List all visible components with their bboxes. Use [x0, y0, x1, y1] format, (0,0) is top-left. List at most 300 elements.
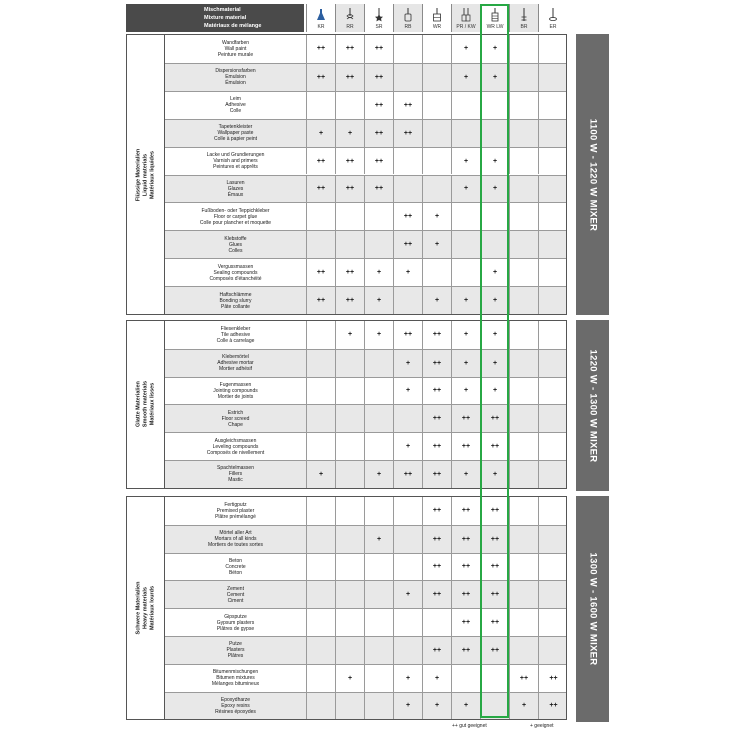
- rating-cell: [336, 526, 365, 553]
- material-label: [165, 148, 307, 175]
- rating-cell: ++: [394, 203, 423, 230]
- material-label: [165, 581, 307, 608]
- rating-cell: ++: [452, 433, 481, 460]
- rating-cell: [307, 637, 336, 664]
- rating-cell: [539, 433, 568, 460]
- rating-cell: ++: [481, 637, 510, 664]
- rating-cell: +: [394, 378, 423, 405]
- rating-cell: +: [307, 120, 336, 147]
- material-label-line: Composés de nivellement: [206, 449, 265, 456]
- column-code: WR LW: [486, 24, 504, 30]
- material-label-line: Colles: [228, 247, 243, 254]
- material-label-line: Glazes: [227, 185, 244, 192]
- rating-cell: [539, 609, 568, 636]
- rating-cell: [539, 259, 568, 286]
- material-label: [165, 497, 307, 525]
- material-label-line: Mortars of all kinds: [214, 536, 257, 543]
- material-label-line: Sealing compounds: [213, 269, 258, 276]
- table-row: [165, 230, 566, 258]
- material-label: [165, 350, 307, 377]
- rating-cell: [510, 92, 539, 119]
- power-band-label: 1100 W - 1220 W MIXER: [587, 118, 598, 231]
- material-label-line: Fußboden- oder Teppichkleber: [201, 207, 270, 214]
- material-label-line: Émulsion: [225, 80, 246, 87]
- rating-cell: [307, 378, 336, 405]
- rating-cell: [336, 497, 365, 525]
- material-label: [165, 231, 307, 258]
- material-label: [165, 609, 307, 636]
- material-label-line: Zement: [227, 585, 244, 592]
- rating-cell: [365, 581, 394, 608]
- rating-cell: [307, 609, 336, 636]
- rating-cell: [539, 231, 568, 258]
- rating-cell: [481, 231, 510, 258]
- long-paddle-icon: [490, 8, 500, 22]
- material-label-line: Epoxy resins: [221, 702, 250, 709]
- rating-cell: [307, 350, 336, 377]
- rating-cell: ++: [452, 609, 481, 636]
- material-label-line: Concrete: [225, 563, 246, 570]
- rating-cell: +: [481, 321, 510, 349]
- table-row: [165, 497, 566, 525]
- section-title-line: Glatte Materialien: [135, 381, 141, 428]
- rating-cell: [336, 693, 365, 720]
- column-code: RR: [346, 24, 354, 30]
- material-label-line: Estrich: [227, 409, 244, 416]
- material-label-line: Cement: [226, 591, 245, 598]
- material-label-line: Adhesive: [225, 102, 246, 109]
- material-label-line: Peinture murale: [217, 51, 254, 58]
- rating-cell: +: [394, 433, 423, 460]
- material-label: [165, 378, 307, 405]
- rating-cell: ++: [510, 665, 539, 692]
- column-code: KR: [317, 24, 325, 30]
- rating-cell: +: [423, 693, 452, 720]
- rating-cell: [452, 259, 481, 286]
- material-label-line: Fugenmassen: [219, 381, 252, 388]
- flask-icon: [316, 8, 326, 22]
- rating-cell: [394, 176, 423, 203]
- material-label-line: Résines époxydes: [215, 708, 256, 715]
- column-code: SR: [375, 24, 383, 30]
- material-label-line: Premixed plaster: [216, 507, 255, 514]
- rating-cell: [539, 35, 568, 63]
- rating-cell: [510, 497, 539, 525]
- rating-cell: [336, 378, 365, 405]
- square-paddle-icon: [432, 8, 442, 22]
- material-label-line: Gypsum plasters: [216, 619, 255, 626]
- rating-cell: [336, 461, 365, 488]
- rating-cell: [307, 433, 336, 460]
- rating-cell: +: [423, 665, 452, 692]
- rating-cell: [481, 203, 510, 230]
- rating-cell: +: [452, 287, 481, 314]
- material-label-line: Mörtel aller Art: [219, 530, 252, 537]
- rating-cell: [539, 120, 568, 147]
- material-label-line: Peintures et apprêts: [213, 164, 258, 171]
- rating-cell: +: [365, 461, 394, 488]
- rating-cell: ++: [423, 526, 452, 553]
- bar-paddle-icon: [519, 8, 529, 22]
- material-label: [165, 321, 307, 349]
- column-header-2: [364, 4, 393, 32]
- rating-cell: [539, 321, 568, 349]
- rating-cell: [539, 203, 568, 230]
- rating-cell: +: [394, 665, 423, 692]
- disc-paddle-icon: [548, 8, 558, 22]
- rating-cell: [307, 665, 336, 692]
- rating-cell: [452, 92, 481, 119]
- rating-cell: +: [452, 350, 481, 377]
- section-title-line: Matériaux lourds: [149, 586, 155, 631]
- rating-cell: ++: [394, 92, 423, 119]
- material-label-line: Ausgleichsmassen: [214, 437, 257, 444]
- rating-cell: [394, 526, 423, 553]
- rating-cell: [394, 554, 423, 581]
- rating-cell: [481, 120, 510, 147]
- rating-cell: ++: [307, 148, 336, 175]
- material-label-line: Wallpaper paste: [217, 130, 254, 137]
- rating-cell: ++: [423, 637, 452, 664]
- material-label: [165, 35, 307, 63]
- rating-cell: ++: [481, 609, 510, 636]
- column-code: WR: [432, 24, 442, 30]
- rating-cell: +: [394, 693, 423, 720]
- rating-cell: [307, 92, 336, 119]
- rating-cell: [510, 554, 539, 581]
- rating-cell: +: [481, 350, 510, 377]
- rating-cell: ++: [481, 554, 510, 581]
- material-label-line: Émaux: [227, 191, 244, 198]
- material-label: [165, 637, 307, 664]
- rating-cell: ++: [307, 64, 336, 91]
- material-label-line: Colle: [229, 108, 242, 115]
- rating-cell: ++: [307, 287, 336, 314]
- column-header-0: [306, 4, 335, 32]
- rating-cell: [307, 231, 336, 258]
- material-label-line: Fliesenkleber: [220, 325, 251, 332]
- rating-cell: ++: [452, 405, 481, 432]
- rating-cell: [481, 693, 510, 720]
- table-row: [165, 91, 566, 119]
- column-code: BR: [520, 24, 528, 30]
- rating-cell: [539, 461, 568, 488]
- table-row: [165, 175, 566, 203]
- material-label-line: Wandfarben: [221, 39, 250, 46]
- star-paddle-icon: [374, 8, 384, 22]
- material-label-line: Mastic: [228, 477, 243, 484]
- material-label-line: Béton: [228, 569, 243, 576]
- material-label-line: Floor or carpet glue: [213, 213, 258, 220]
- material-label: [165, 461, 307, 488]
- material-label-line: Plasters: [226, 647, 245, 654]
- table-row: [165, 377, 566, 405]
- rating-cell: +: [365, 259, 394, 286]
- column-header-8: [538, 4, 567, 32]
- rating-cell: ++: [549, 702, 558, 710]
- rating-cell: ++: [365, 35, 394, 63]
- section-1: [126, 320, 567, 489]
- column-header-6: [480, 4, 509, 32]
- rating-cell: ++: [481, 497, 510, 525]
- rating-cell: [539, 176, 568, 203]
- rating-cell: [510, 378, 539, 405]
- table-row: [165, 63, 566, 91]
- column-header-4: [422, 4, 451, 32]
- rating-cell: +: [365, 526, 394, 553]
- rating-cell: [539, 92, 568, 119]
- column-header-7: [509, 4, 538, 32]
- rating-cell: ++: [365, 176, 394, 203]
- rating-cell: [423, 148, 452, 175]
- rating-cell: [336, 350, 365, 377]
- column-code: RB: [404, 24, 412, 30]
- rating-cell: [539, 378, 568, 405]
- rating-cell: +: [481, 35, 510, 63]
- rating-cell: +: [452, 378, 481, 405]
- material-label-line: Colle pour plancher et moquette: [199, 219, 272, 226]
- rating-cell: ++: [423, 433, 452, 460]
- rating-cell: ++: [394, 120, 423, 147]
- table-row: [165, 525, 566, 553]
- header-label-fr: Matériaux de mélange: [204, 23, 262, 29]
- table-row: [165, 321, 566, 349]
- material-label-line: Mortier de joints: [217, 393, 254, 400]
- rating-cell: [365, 405, 394, 432]
- rating-cell: [423, 176, 452, 203]
- material-label-line: Tile adhesive: [220, 331, 251, 338]
- rating-cell: ++: [336, 259, 365, 286]
- rating-cell: [394, 287, 423, 314]
- rating-cell: [307, 526, 336, 553]
- rating-cell: ++: [394, 321, 423, 349]
- material-label-line: Lacke und Grundierungen: [206, 152, 265, 159]
- rating-cell: [510, 581, 539, 608]
- rating-cell: [510, 405, 539, 432]
- rating-cell: ++: [452, 554, 481, 581]
- section-title-line: Heavy materials: [142, 587, 148, 630]
- material-label-line: Mortiers de toutes sortes: [207, 542, 264, 549]
- rating-cell: +: [481, 378, 510, 405]
- material-label-line: Adhesive mortar: [217, 360, 254, 367]
- material-label-line: Emulsion: [225, 74, 246, 81]
- rating-cell: ++: [452, 526, 481, 553]
- section-title-line: Matériaux lisses: [149, 383, 155, 426]
- rating-cell: +: [452, 176, 481, 203]
- rating-cell: ++: [365, 64, 394, 91]
- rating-cell: ++: [307, 259, 336, 286]
- power-band-0: [576, 34, 609, 315]
- rating-cell: ++: [481, 526, 510, 553]
- rating-cell: [307, 693, 336, 720]
- rating-cell: [510, 231, 539, 258]
- rating-cell: ++: [481, 581, 510, 608]
- rating-cell: [510, 120, 539, 147]
- material-label-line: Colle à papier peint: [213, 136, 258, 143]
- table-row: [165, 692, 566, 720]
- rating-cell: +: [452, 693, 481, 720]
- material-label: [165, 693, 307, 720]
- power-band-label: 1220 W - 1300 W MIXER: [587, 349, 598, 462]
- rating-cell: [423, 609, 452, 636]
- table-row: [165, 664, 566, 692]
- material-label-line: Fertigputz: [224, 501, 247, 508]
- material-label-line: Plâtres de gypse: [216, 625, 255, 632]
- material-label-line: Lasuren: [226, 179, 245, 186]
- rating-cell: ++: [549, 674, 558, 682]
- table-row: [165, 119, 566, 147]
- basket-paddle-icon: [403, 8, 413, 22]
- material-label-line: Glues: [228, 241, 243, 248]
- rating-cell: [510, 176, 539, 203]
- rating-cell: +: [307, 461, 336, 488]
- power-band-2: [576, 496, 609, 722]
- material-label-line: Leveling compounds: [212, 443, 259, 450]
- material-label-line: Spachtelmassen: [217, 465, 254, 472]
- section-title: [127, 35, 165, 314]
- material-label: [165, 176, 307, 203]
- rating-cell: [510, 35, 539, 63]
- material-label-line: Ciment: [227, 597, 244, 604]
- column-code: ER: [549, 24, 557, 30]
- table-row: [165, 258, 566, 286]
- section-0: [126, 34, 567, 315]
- rating-cell: ++: [394, 231, 423, 258]
- spiral-paddle-icon: [345, 8, 355, 22]
- rating-cell: ++: [423, 321, 452, 349]
- rating-cell: ++: [336, 35, 365, 63]
- rating-cell: +: [394, 350, 423, 377]
- rating-cell: [336, 433, 365, 460]
- rating-cell: [510, 64, 539, 91]
- section-title-line: Liquid materials: [142, 153, 148, 196]
- rating-cell: ++: [423, 461, 452, 488]
- rating-cell: ++: [423, 378, 452, 405]
- rating-cell: [336, 637, 365, 664]
- rating-cell: [539, 526, 568, 553]
- double-paddle-icon: [461, 8, 471, 22]
- material-label-line: Gipsputze: [224, 613, 247, 620]
- header-label: [126, 4, 304, 32]
- legend-single: + geeignet: [530, 723, 554, 729]
- rating-cell: [336, 203, 365, 230]
- rating-cell: [307, 497, 336, 525]
- rating-cell: [365, 231, 394, 258]
- rating-cell: [510, 350, 539, 377]
- rating-cell: [307, 405, 336, 432]
- material-label-line: Mortier adhésif: [218, 366, 253, 373]
- table-row: [165, 349, 566, 377]
- column-header-1: [335, 4, 364, 32]
- rating-cell: ++: [423, 581, 452, 608]
- material-label-line: Wall paint: [224, 45, 247, 52]
- rating-cell: ++: [423, 350, 452, 377]
- rating-cell: ++: [452, 637, 481, 664]
- rating-cell: +: [481, 287, 510, 314]
- material-label: [165, 259, 307, 286]
- rating-cell: [365, 378, 394, 405]
- rating-cell: +: [394, 581, 423, 608]
- material-label: [165, 433, 307, 460]
- rating-cell: [336, 231, 365, 258]
- rating-cell: [365, 637, 394, 664]
- rating-cell: +: [452, 461, 481, 488]
- rating-cell: [539, 350, 568, 377]
- rating-cell: [452, 203, 481, 230]
- material-label: [165, 120, 307, 147]
- rating-cell: ++: [307, 35, 336, 63]
- column-header-5: [451, 4, 480, 32]
- material-label-line: Pâte collante: [221, 303, 250, 310]
- material-label-line: Composés d'étanchéité: [209, 275, 262, 282]
- material-label-line: Vergussmassen: [217, 263, 254, 270]
- rating-cell: ++: [365, 120, 394, 147]
- table-row: [165, 608, 566, 636]
- material-label-line: Bonding slurry: [219, 297, 252, 304]
- rating-cell: [539, 554, 568, 581]
- rating-cell: ++: [423, 497, 452, 525]
- rating-cell: [365, 554, 394, 581]
- rating-cell: ++: [452, 581, 481, 608]
- material-label-line: Bitumen mixtures: [216, 675, 255, 682]
- section-title-line: Flüssige Materialien: [135, 148, 141, 201]
- rating-cell: [394, 35, 423, 63]
- rating-cell: [452, 120, 481, 147]
- rating-cell: ++: [307, 176, 336, 203]
- material-label-line: Epoxydharze: [220, 696, 251, 703]
- rating-cell: [539, 581, 568, 608]
- rating-cell: [510, 287, 539, 314]
- rating-cell: +: [336, 321, 365, 349]
- rating-cell: [336, 92, 365, 119]
- material-label: [165, 287, 307, 314]
- table-row: [165, 580, 566, 608]
- legend-double: ++ gut geeignet: [452, 723, 487, 729]
- material-label-line: Putze: [229, 641, 242, 648]
- rating-cell: +: [510, 693, 539, 720]
- rating-cell: +: [336, 120, 365, 147]
- rating-cell: ++: [336, 176, 365, 203]
- rating-cell: [539, 637, 568, 664]
- material-label-line: Colle à carrelage: [216, 337, 255, 344]
- rating-cell: ++: [336, 287, 365, 314]
- table-row: [165, 286, 566, 314]
- rating-cell: +: [423, 203, 452, 230]
- rating-cell: ++: [336, 64, 365, 91]
- material-label-line: Fillers: [228, 471, 243, 478]
- rating-cell: [307, 321, 336, 349]
- rating-cell: [452, 665, 481, 692]
- power-band-label: 1300 W - 1600 W MIXER: [587, 552, 598, 666]
- rating-cell: [539, 287, 568, 314]
- material-label-line: Dispersionsfarben: [215, 68, 256, 75]
- header-label-en: Mixture material: [204, 15, 247, 21]
- rating-cell: [510, 259, 539, 286]
- rating-cell: [394, 637, 423, 664]
- material-label: [165, 203, 307, 230]
- rating-cell: [365, 693, 394, 720]
- rating-cell: +: [423, 287, 452, 314]
- material-label: [165, 405, 307, 432]
- rating-cell: +: [452, 64, 481, 91]
- rating-cell: ++: [365, 92, 394, 119]
- rating-cell: [481, 665, 510, 692]
- rating-cell: [539, 497, 568, 525]
- rating-cell: ++: [481, 405, 510, 432]
- rating-cell: +: [481, 64, 510, 91]
- material-label: [165, 64, 307, 91]
- rating-cell: [365, 350, 394, 377]
